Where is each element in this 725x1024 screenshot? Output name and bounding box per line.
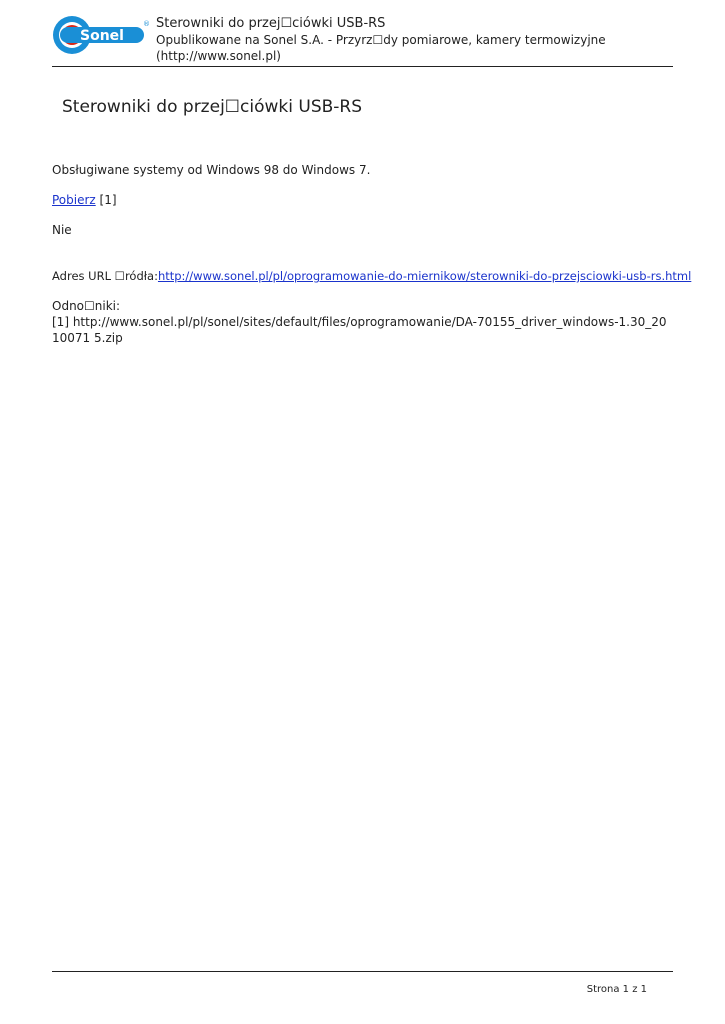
source-url-link[interactable]: http://www.sonel.pl/pl/oprogramowanie-do-miernikow/sterowniki-do-przejsciowki-usb-rs.html <box>157 269 692 283</box>
page-footer <box>52 971 673 995</box>
references-label: Odno☐niki: <box>52 299 121 313</box>
supported-systems-text: Obsługiwane systemy od Windows 98 do Windows 7. <box>52 163 371 177</box>
source-url-label: Adres URL ☐ródła: <box>52 269 158 283</box>
document-title: Sterowniki do przej☐ciówki USB-RS <box>62 97 363 117</box>
logo-text: Sonel <box>80 28 124 44</box>
header-site-url: (http://www.sonel.pl) <box>156 49 281 63</box>
sonel-logo <box>52 14 148 56</box>
nie-text: Nie <box>52 223 72 237</box>
header-published-line: Opublikowane na Sonel S.A. - Przyrz☐dy pomiarowe, kamery termowizyjne <box>156 33 606 47</box>
page-header <box>52 14 673 67</box>
download-link[interactable]: Pobierz <box>52 193 96 207</box>
references-section <box>52 298 674 346</box>
download-paragraph <box>52 192 117 208</box>
logo-registered-mark: ® <box>143 20 150 28</box>
header-text <box>156 16 606 64</box>
header-title: Sterowniki do przej☐ciówki USB-RS <box>156 16 386 31</box>
reference-item: [1] http://www.sonel.pl/pl/sonel/sites/default/files/oprogramowanie/DA-70155_driver_windows-1.30_2010071 5.zip <box>52 315 667 345</box>
download-ref-marker: [1] <box>95 193 117 207</box>
source-url-paragraph <box>52 268 691 284</box>
page-number: Strona 1 z 1 <box>586 984 647 995</box>
